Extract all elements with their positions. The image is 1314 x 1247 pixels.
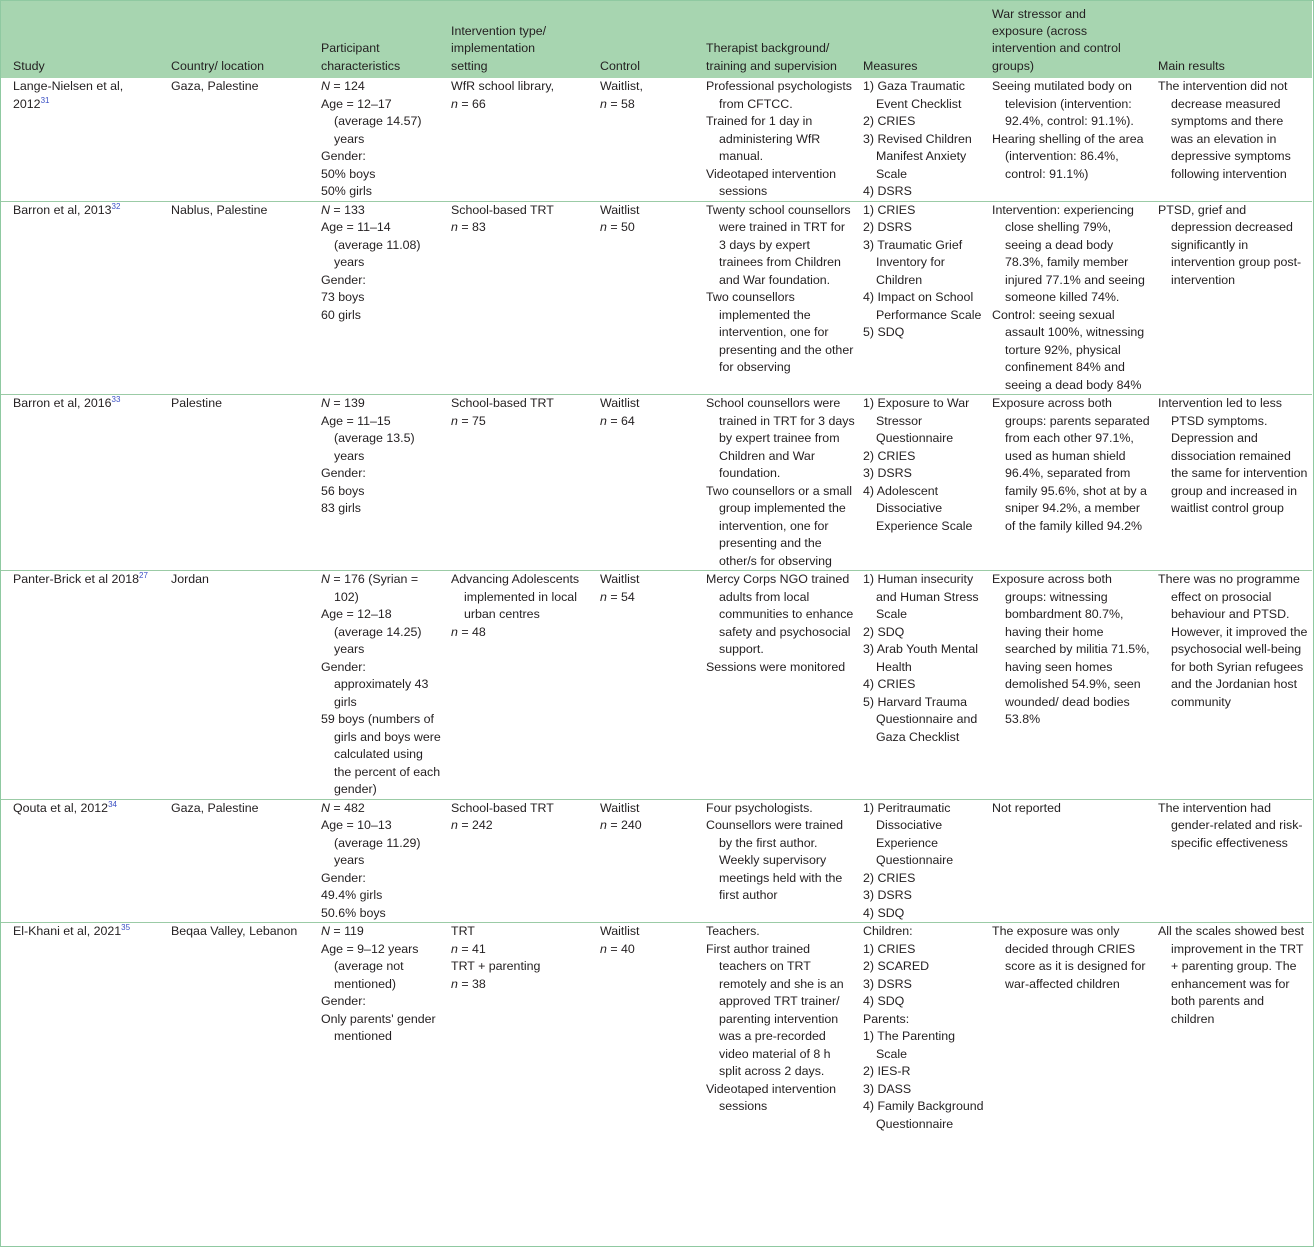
cell-line: Two counsellors or a small group implemented the intervention, one for presenting and the other/s for observing (706, 483, 852, 568)
cell-line: 50% boys (321, 166, 376, 181)
cell-line: 73 boys (321, 290, 365, 304)
cell-line: School-based TRT (451, 396, 554, 410)
cell-line: Mercy Corps NGO trained adults from local communities to enhance safety and psychosocial support. (706, 572, 854, 656)
country-cell: Palestine (167, 395, 317, 571)
cell-line: WfR school library, (451, 79, 555, 93)
cell-line: Age = 10–13 (average 11.29) years (321, 818, 421, 867)
cell-line: Exposure across both groups: witnessing bombardment 80.7%, having their home searched by militia 71.5%, having seen homes demolished 54.9%, seen wounded/ dead bodies 53.8% (992, 572, 1150, 726)
country-cell: Gaza, Palestine (167, 799, 317, 923)
cell-line: 3) DSRS (863, 466, 912, 480)
cell-line: Videotaped intervention sessions (706, 166, 836, 198)
cell-line: 1) The Parenting Scale (863, 1029, 956, 1061)
cell-line: First author trained teachers on TRT remotely and she is an approved TRT trainer/ parenting intervention was a pre-recorded video material of 8 h split across 2 days. (706, 941, 844, 1078)
cell-line: 49.4% girls (321, 888, 383, 902)
cell-line: Counsellors were trained by the first author. Weekly supervisory meetings held with the first author (706, 818, 844, 902)
cell-line: n = 48 (451, 624, 486, 639)
cell-line: n = 242 (451, 818, 493, 832)
cell-line: 4) Adolescent Dissociative Experience Scale (863, 483, 973, 533)
col-header-country: Country/ location (167, 0, 317, 78)
cell-line: 4) CRIES (863, 677, 916, 691)
cell-line: N = 124 (321, 79, 365, 93)
cell-line: 50.6% boys (321, 905, 386, 920)
cell-line: Gender: (321, 466, 366, 480)
cell-line: Children: (863, 924, 913, 938)
cell-line: Trained for 1 day in administering WfR manual. (706, 114, 821, 163)
cell-line: Age = 12–18 (average 14.25) years (321, 607, 422, 656)
cell-line: Two counsellors implemented the intervention, one for presenting and the other for observing (706, 290, 854, 374)
cell-line: 4) Impact on School Performance Scale (863, 290, 982, 322)
col-header-measures: Measures (859, 0, 988, 78)
col-header-intervention: Intervention type/ implementation setting (447, 0, 596, 78)
cell-line: 2) CRIES (863, 114, 916, 128)
cell-line: The exposure was only decided through CRIES score as it is designed for war-affected children (992, 924, 1146, 991)
cell-line: 2) SDQ (863, 624, 905, 639)
cell-line: n = 83 (451, 220, 486, 234)
cell-line: 2) IES-R (863, 1064, 911, 1078)
col-header-exposure: War stressor and exposure (across intervention and control groups) (988, 0, 1154, 78)
cell-line: 3) Revised Children Manifest Anxiety Scale (863, 131, 972, 181)
cell-line: The intervention had gender-related and risk-specific effectiveness (1158, 800, 1303, 850)
cell-line: 5) Harvard Trauma Questionnaire and Gaza Checklist (863, 694, 978, 744)
study-name: El-Khani et al, 2021 (13, 924, 122, 938)
cell-line: The intervention did not decrease measured symptoms and there was an elevation in depressive symptoms following intervention (1158, 79, 1291, 181)
reference-link[interactable]: 34 (108, 799, 117, 809)
col-header-participants: Participant characteristics (317, 0, 447, 78)
cell-line: N = 139 (321, 396, 365, 410)
country-cell: Beqaa Valley, Lebanon (167, 923, 317, 1134)
cell-line: 1) Peritraumatic Dissociative Experience Questionnaire (863, 800, 954, 867)
cell-line: School-based TRT (451, 202, 554, 217)
study-name: Barron et al, 2013 (13, 202, 112, 217)
reference-link[interactable]: 31 (40, 95, 50, 105)
country-cell: Gaza, Palestine (171, 79, 259, 93)
cell-line: 4) Family Background Questionnaire (863, 1099, 984, 1131)
cell-line: n = 58 (600, 96, 635, 111)
cell-line: Waitlist (600, 924, 640, 938)
cell-line: TRT + parenting (451, 959, 541, 973)
cell-line: Four psychologists. (706, 800, 813, 815)
cell-line: Exposure across both groups: parents separated from each other 97.1%, used as human shield 96.4%, separated from family 95.6%, shot at by a sniper 94.2%, a member of the family killed 94.2% (992, 396, 1150, 533)
cell-line: School-based TRT (451, 800, 554, 815)
cell-line: Teachers. (706, 924, 760, 938)
study-name: Qouta et al, 2012 (13, 800, 109, 815)
cell-line: 2) DSRS (863, 220, 912, 234)
cell-line: 1) Exposure to War Stressor Questionnaire (863, 396, 970, 445)
cell-line: Videotaped intervention sessions (706, 1081, 836, 1113)
cell-line: N = 176 (Syrian = 102) (321, 572, 419, 604)
cell-line: 3) DASS (863, 1081, 912, 1096)
reference-link[interactable]: 35 (121, 922, 131, 932)
cell-line: 3) DSRS (863, 888, 912, 902)
cell-line: 1) CRIES (863, 202, 916, 217)
cell-line: Advancing Adolescents implemented in local urban centres (451, 572, 580, 621)
col-header-therapist: Therapist background/ training and supervision (702, 0, 859, 78)
study-name: Panter-Brick et al 2018 (13, 572, 140, 586)
cell-line: n = 40 (600, 941, 635, 956)
cell-line: 3) Traumatic Grief Inventory for Children (863, 237, 963, 287)
cell-line: n = 38 (451, 976, 486, 991)
cell-line: 1) CRIES (863, 941, 916, 956)
cell-line: 83 girls (321, 501, 361, 515)
cell-line: 1) Human insecurity and Human Stress Scale (863, 572, 979, 621)
cell-line: 4) DSRS (863, 184, 912, 198)
cell-line: 3) DSRS (863, 976, 912, 991)
cell-line: n = 240 (600, 818, 642, 832)
cell-line: Twenty school counsellors were trained in TRT for 3 days by expert trainees from Children and War foundation. (706, 202, 851, 287)
study-name: Lange-Nielsen et al, 2012 (13, 79, 124, 111)
cell-line: 1) Gaza Traumatic Event Checklist (863, 79, 965, 111)
cell-line: 50% girls (321, 184, 372, 198)
cell-line: 2) CRIES (863, 448, 916, 463)
cell-line: There was no programme effect on prosocial behaviour and PTSD. However, it improved the psychosocial well-being for both Syrian refugees and the Jordanian host community (1158, 572, 1308, 709)
cell-line: Seeing mutilated body on television (intervention: 92.4%, control: 91.1%). (992, 79, 1134, 128)
cell-line: PTSD, grief and depression decreased significantly in intervention group post-intervention (1158, 202, 1302, 287)
cell-line: All the scales showed best improvement in the TRT + parenting group. The enhancement was for both parents and children (1158, 924, 1305, 1026)
cell-line: 60 girls (321, 307, 361, 322)
col-header-results: Main results (1154, 0, 1312, 78)
cell-line: 4) SDQ (863, 994, 905, 1008)
cell-line: Gender: approximately 43 girls (321, 659, 429, 709)
cell-line: Gender: (321, 149, 366, 163)
cell-line: Waitlist (600, 572, 640, 586)
cell-line: 4) SDQ (863, 905, 905, 920)
cell-line: 5) SDQ (863, 325, 905, 339)
cell-line: Gender: (321, 994, 366, 1008)
reference-link[interactable]: 33 (111, 394, 121, 404)
cell-line: Hearing shelling of the area (intervention: 86.4%, control: 91.1%) (992, 131, 1144, 181)
cell-line: n = 41 (451, 941, 486, 956)
cell-line: Age = 11–15 (average 13.5) years (321, 413, 415, 463)
country-cell: Nablus, Palestine (167, 201, 317, 395)
reference-link[interactable]: 32 (111, 201, 121, 211)
cell-line: TRT (451, 924, 475, 938)
cell-line: Gender: (321, 272, 366, 287)
cell-line: n = 66 (451, 96, 486, 111)
cell-line: Intervention led to less PTSD symptoms. Depression and dissociation remained the same for intervention group and increased in waitlist control group (1158, 396, 1308, 515)
col-header-study: Study (0, 0, 167, 78)
cell-line: Waitlist (600, 396, 640, 410)
cell-line: Control: seeing sexual assault 100%, witnessing torture 92%, physical confinement 84% and seeing a dead body 84% (992, 307, 1145, 392)
col-header-control: Control (596, 0, 702, 78)
cell-line: 3) Arab Youth Mental Health (863, 642, 979, 674)
cell-line: Age = 9–12 years (average not mentioned) (321, 941, 419, 991)
cell-line: Gender: (321, 870, 366, 885)
cell-line: Not reported (992, 800, 1061, 815)
cell-line: Professional psychologists from CFTCC. (706, 79, 853, 111)
cell-line: 2) CRIES (863, 870, 916, 885)
reference-link[interactable]: 27 (139, 570, 148, 580)
cell-line: N = 119 (321, 924, 364, 938)
cell-line: N = 133 (321, 202, 365, 217)
cell-line: n = 50 (600, 220, 635, 234)
cell-line: n = 75 (451, 413, 486, 428)
cell-line: n = 64 (600, 413, 635, 428)
cell-line: Waitlist (600, 800, 640, 815)
cell-line: 56 boys (321, 483, 365, 498)
cell-line: Parents: (863, 1011, 910, 1026)
cell-line: Sessions were monitored (706, 659, 846, 674)
cell-line: Intervention: experiencing close shelling 79%, seeing a dead body 78.3%, family member injured 77.1% and seeing someone killed 74%. (992, 202, 1145, 304)
cell-line: Age = 12–17 (average 14.57) years (321, 96, 422, 146)
cell-line: School counsellors were trained in TRT for 3 days by expert trainee from Children and War foundation. (706, 396, 855, 480)
cell-line: 2) SCARED (863, 959, 930, 973)
cell-line: Waitlist, (600, 79, 643, 93)
cell-line: 59 boys (numbers of girls and boys were calculated using the percent of each gender) (321, 712, 441, 796)
study-name: Barron et al, 2016 (13, 396, 112, 410)
cell-line: N = 482 (321, 800, 365, 815)
cell-line: Only parents' gender mentioned (321, 1011, 436, 1043)
country-cell: Jordan (167, 571, 317, 800)
cell-line: n = 54 (600, 589, 635, 604)
cell-line: Waitlist (600, 202, 640, 217)
cell-line: Age = 11–14 (average 11.08) years (321, 220, 421, 269)
